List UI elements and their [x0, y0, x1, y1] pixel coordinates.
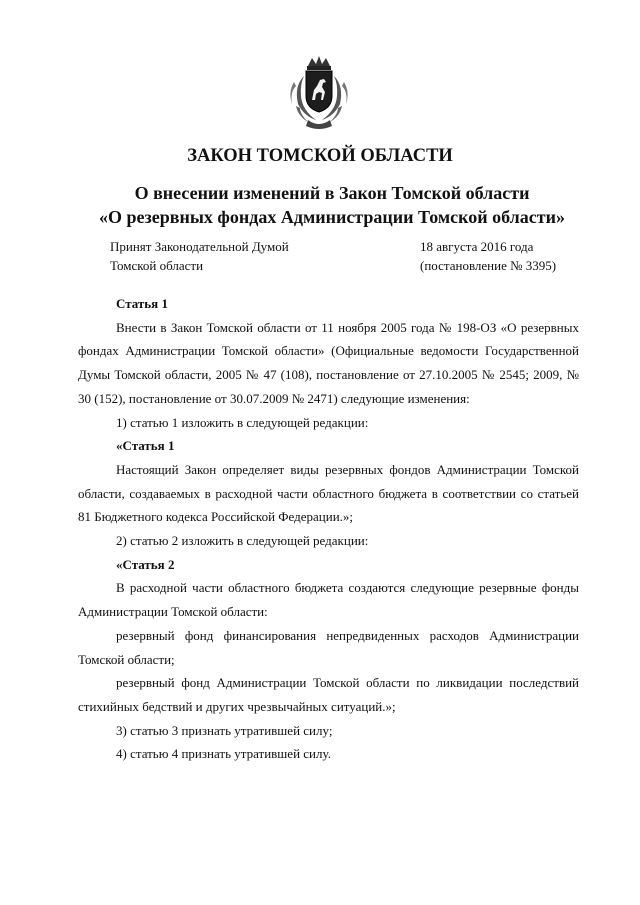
quoted-article-text: Настоящий Закон определяет виды резервных фондов Администрации Томской области, создаваемых в расходной части областного бюджета в соответствии со статьей 81 Бюджетного кодекса Российской Федерации.»; [78, 461, 579, 525]
subtitle-line: О внесении изменений в Закон Томской области [134, 183, 530, 203]
resolution-number: (постановление № 3395) [420, 258, 557, 273]
law-subtitle [78, 181, 586, 229]
tomsk-coat-of-arms-icon [286, 56, 352, 130]
subtitle-line: «О резервных фондах Администрации Томской области» [99, 207, 565, 227]
quoted-article-text: В расходной части областного бюджета создаются следующие резервные фонды Администрации Томской области: [78, 580, 579, 620]
amendment-item: 1) статью 1 изложить в следующей редакции: [116, 414, 369, 430]
quoted-article-heading: «Статья 1 [116, 438, 175, 454]
article-heading: Статья 1 [116, 296, 168, 311]
law-title: ЗАКОН ТОМСКОЙ ОБЛАСТИ [187, 146, 453, 166]
article-intro: Внести в Закон Томской области от 11 ноября 2005 года № 198-ОЗ «О резервных фондах Администрации Томской области» (Официальные ведомости Государственной Думы Томской области, 2005 № 47 (108), постановление от 27.10.2005 № 2545; 2009, № 30 (152), постановление от 30.07.2009 № 2471) следующие изменения: [78, 319, 579, 406]
adopted-by-line: Принят Законодательной Думой [110, 239, 289, 254]
amendment-item: 3) статью 3 признать утратившей силу; [116, 722, 333, 738]
adoption-date-info [420, 237, 556, 275]
fund-item: резервный фонд финансирования непредвиденных расходов Администрации Томской области; [78, 627, 579, 667]
adoption-date: 18 августа 2016 года [420, 239, 534, 254]
amendment-item: 2) статью 2 изложить в следующей редакции: [116, 533, 369, 549]
quoted-article-heading: «Статья 2 [116, 556, 175, 572]
law-body [78, 292, 579, 766]
amendment-item: 4) статью 4 признать утратившей силу. [116, 746, 331, 762]
adoption-info [110, 237, 289, 275]
fund-item: резервный фонд Администрации Томской области по ликвидации последствий стихийных бедствий и других чрезвычайных ситуаций.»; [78, 675, 579, 714]
adopted-by-line: Томской области [110, 258, 204, 273]
